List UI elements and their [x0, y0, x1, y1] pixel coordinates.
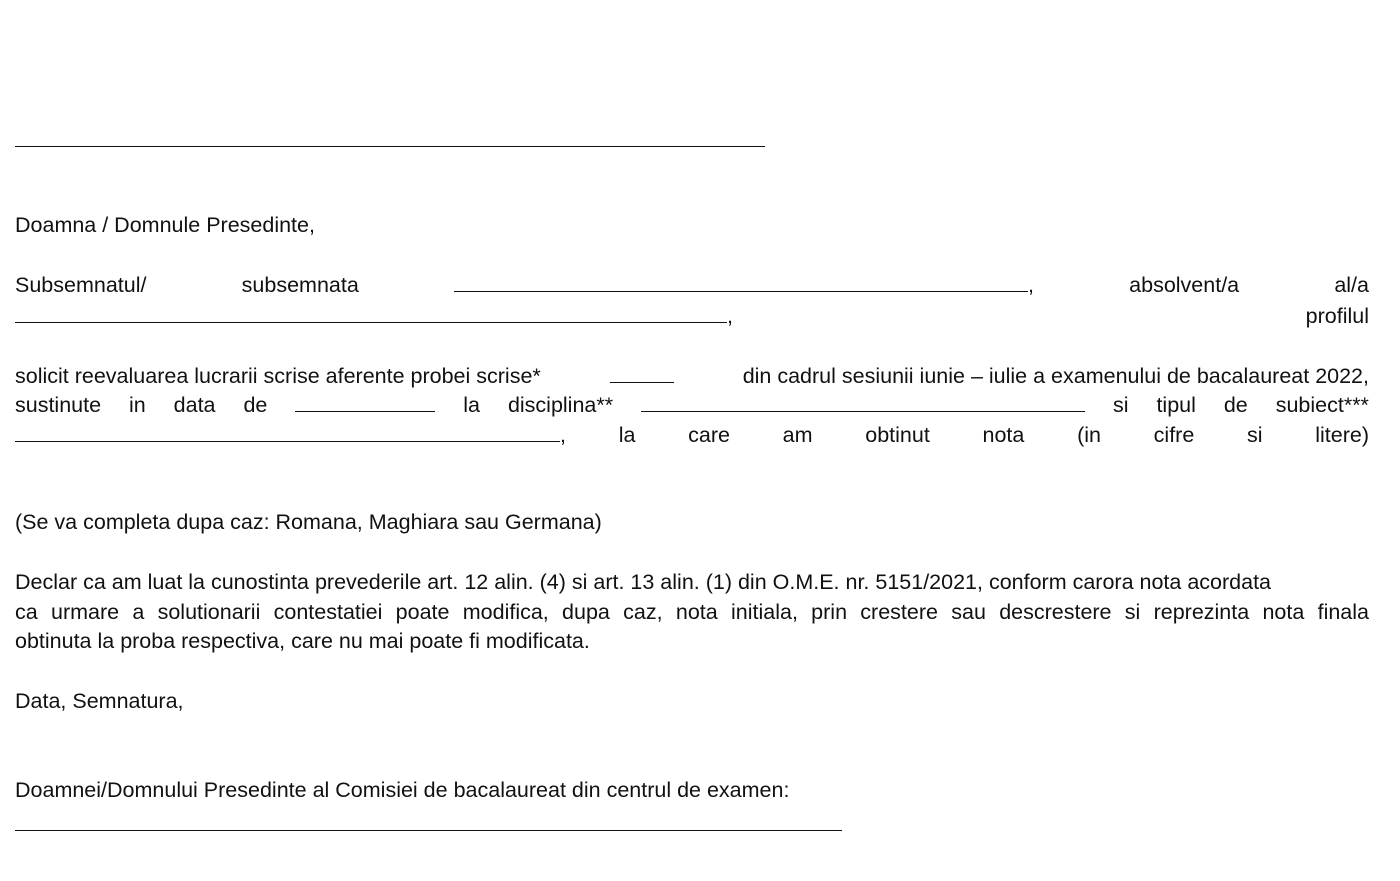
word-subsemnatul: Subsemnatul/ — [15, 273, 147, 297]
school-name-blank[interactable] — [15, 146, 765, 147]
declaration-line-2: ca urmare a solutionarii contestatiei poate modifica, dupa caz, nota initiala, prin crestere sau descrestere si reprezinta nota finala — [15, 600, 1369, 624]
word-tipul: tipul — [1156, 393, 1196, 417]
word-in-paren: (in — [1077, 423, 1101, 447]
session-text: din cadrul sesiunii iunie – iulie a examenului de bacalaureat 2022, — [742, 364, 1369, 388]
addressee-label: Doamnei/Domnului Presedinte al Comisiei de bacalaureat din centrul de examen: — [15, 778, 790, 802]
sustinute-line — [15, 389, 1369, 419]
comma: , — [1027, 273, 1034, 297]
word-la: la — [463, 393, 480, 417]
word-la-2: la — [618, 423, 636, 447]
word-disciplina: disciplina** — [507, 393, 614, 417]
subsemnatul-line — [15, 269, 1369, 299]
word-de: de — [243, 393, 268, 417]
word-subiect: subiect*** — [1275, 393, 1369, 417]
word-ala: al/a — [1334, 273, 1369, 297]
exam-center-name-blank[interactable] — [15, 830, 842, 831]
subject-field — [15, 419, 566, 449]
word-absolvent: absolvent/a — [1129, 273, 1240, 297]
word-de-2: de — [1223, 393, 1248, 417]
word-obtinut: obtinut — [865, 423, 930, 447]
profile-value-line — [15, 330, 1369, 360]
greeting: Doamna / Domnule Presedinte, — [15, 213, 315, 237]
language-note: (Se va completa dupa caz: Romana, Maghiara sau Germana) — [15, 510, 602, 534]
word-sustinute: sustinute — [15, 393, 102, 417]
comma: , — [727, 304, 733, 328]
signature-label: Data, Semnatura, — [15, 689, 184, 713]
name-blank[interactable] — [454, 269, 1028, 292]
word-subsemnata: subsemnata — [241, 273, 359, 297]
language-line — [15, 479, 1369, 509]
word-litere: litere) — [1315, 423, 1369, 447]
word-profilul: profilul — [1305, 304, 1369, 328]
school-blank[interactable] — [15, 300, 727, 323]
declaration-line-3: obtinuta la proba respectiva, care nu mai poate fi modificata. — [15, 629, 590, 653]
declaration-line-1 — [15, 567, 1369, 597]
word-data: data — [173, 393, 216, 417]
exam-center-line — [15, 62, 1369, 92]
word-si-2: si — [1247, 423, 1263, 447]
comma: , — [560, 423, 566, 447]
discipline-blank[interactable] — [641, 389, 1085, 412]
word-si: si — [1112, 393, 1129, 417]
name-field — [454, 269, 1034, 299]
word-in: in — [129, 393, 146, 417]
grade-value-line — [15, 449, 1369, 479]
profile-line — [15, 300, 1369, 330]
subject-type-blank[interactable] — [15, 419, 560, 442]
solicit-line — [15, 360, 1369, 390]
word-nota: nota — [982, 423, 1025, 447]
word-care: care — [688, 423, 730, 447]
probe-blank[interactable] — [610, 360, 674, 383]
date-blank[interactable] — [295, 389, 435, 412]
school-field — [15, 300, 733, 330]
nota-line — [15, 419, 1369, 449]
solicit-text: solicit reevaluarea lucrarii scrise aferente probei scrise* — [15, 364, 541, 388]
word-cifre: cifre — [1153, 423, 1195, 447]
declaration-text-1: Declar ca am luat la cunostinta prevederile art. 12 alin. (4) si art. 13 alin. (1) din O.M.E. nr. 5151/2021, conform carora nota acordata — [15, 570, 1271, 594]
word-am: am — [782, 423, 813, 447]
